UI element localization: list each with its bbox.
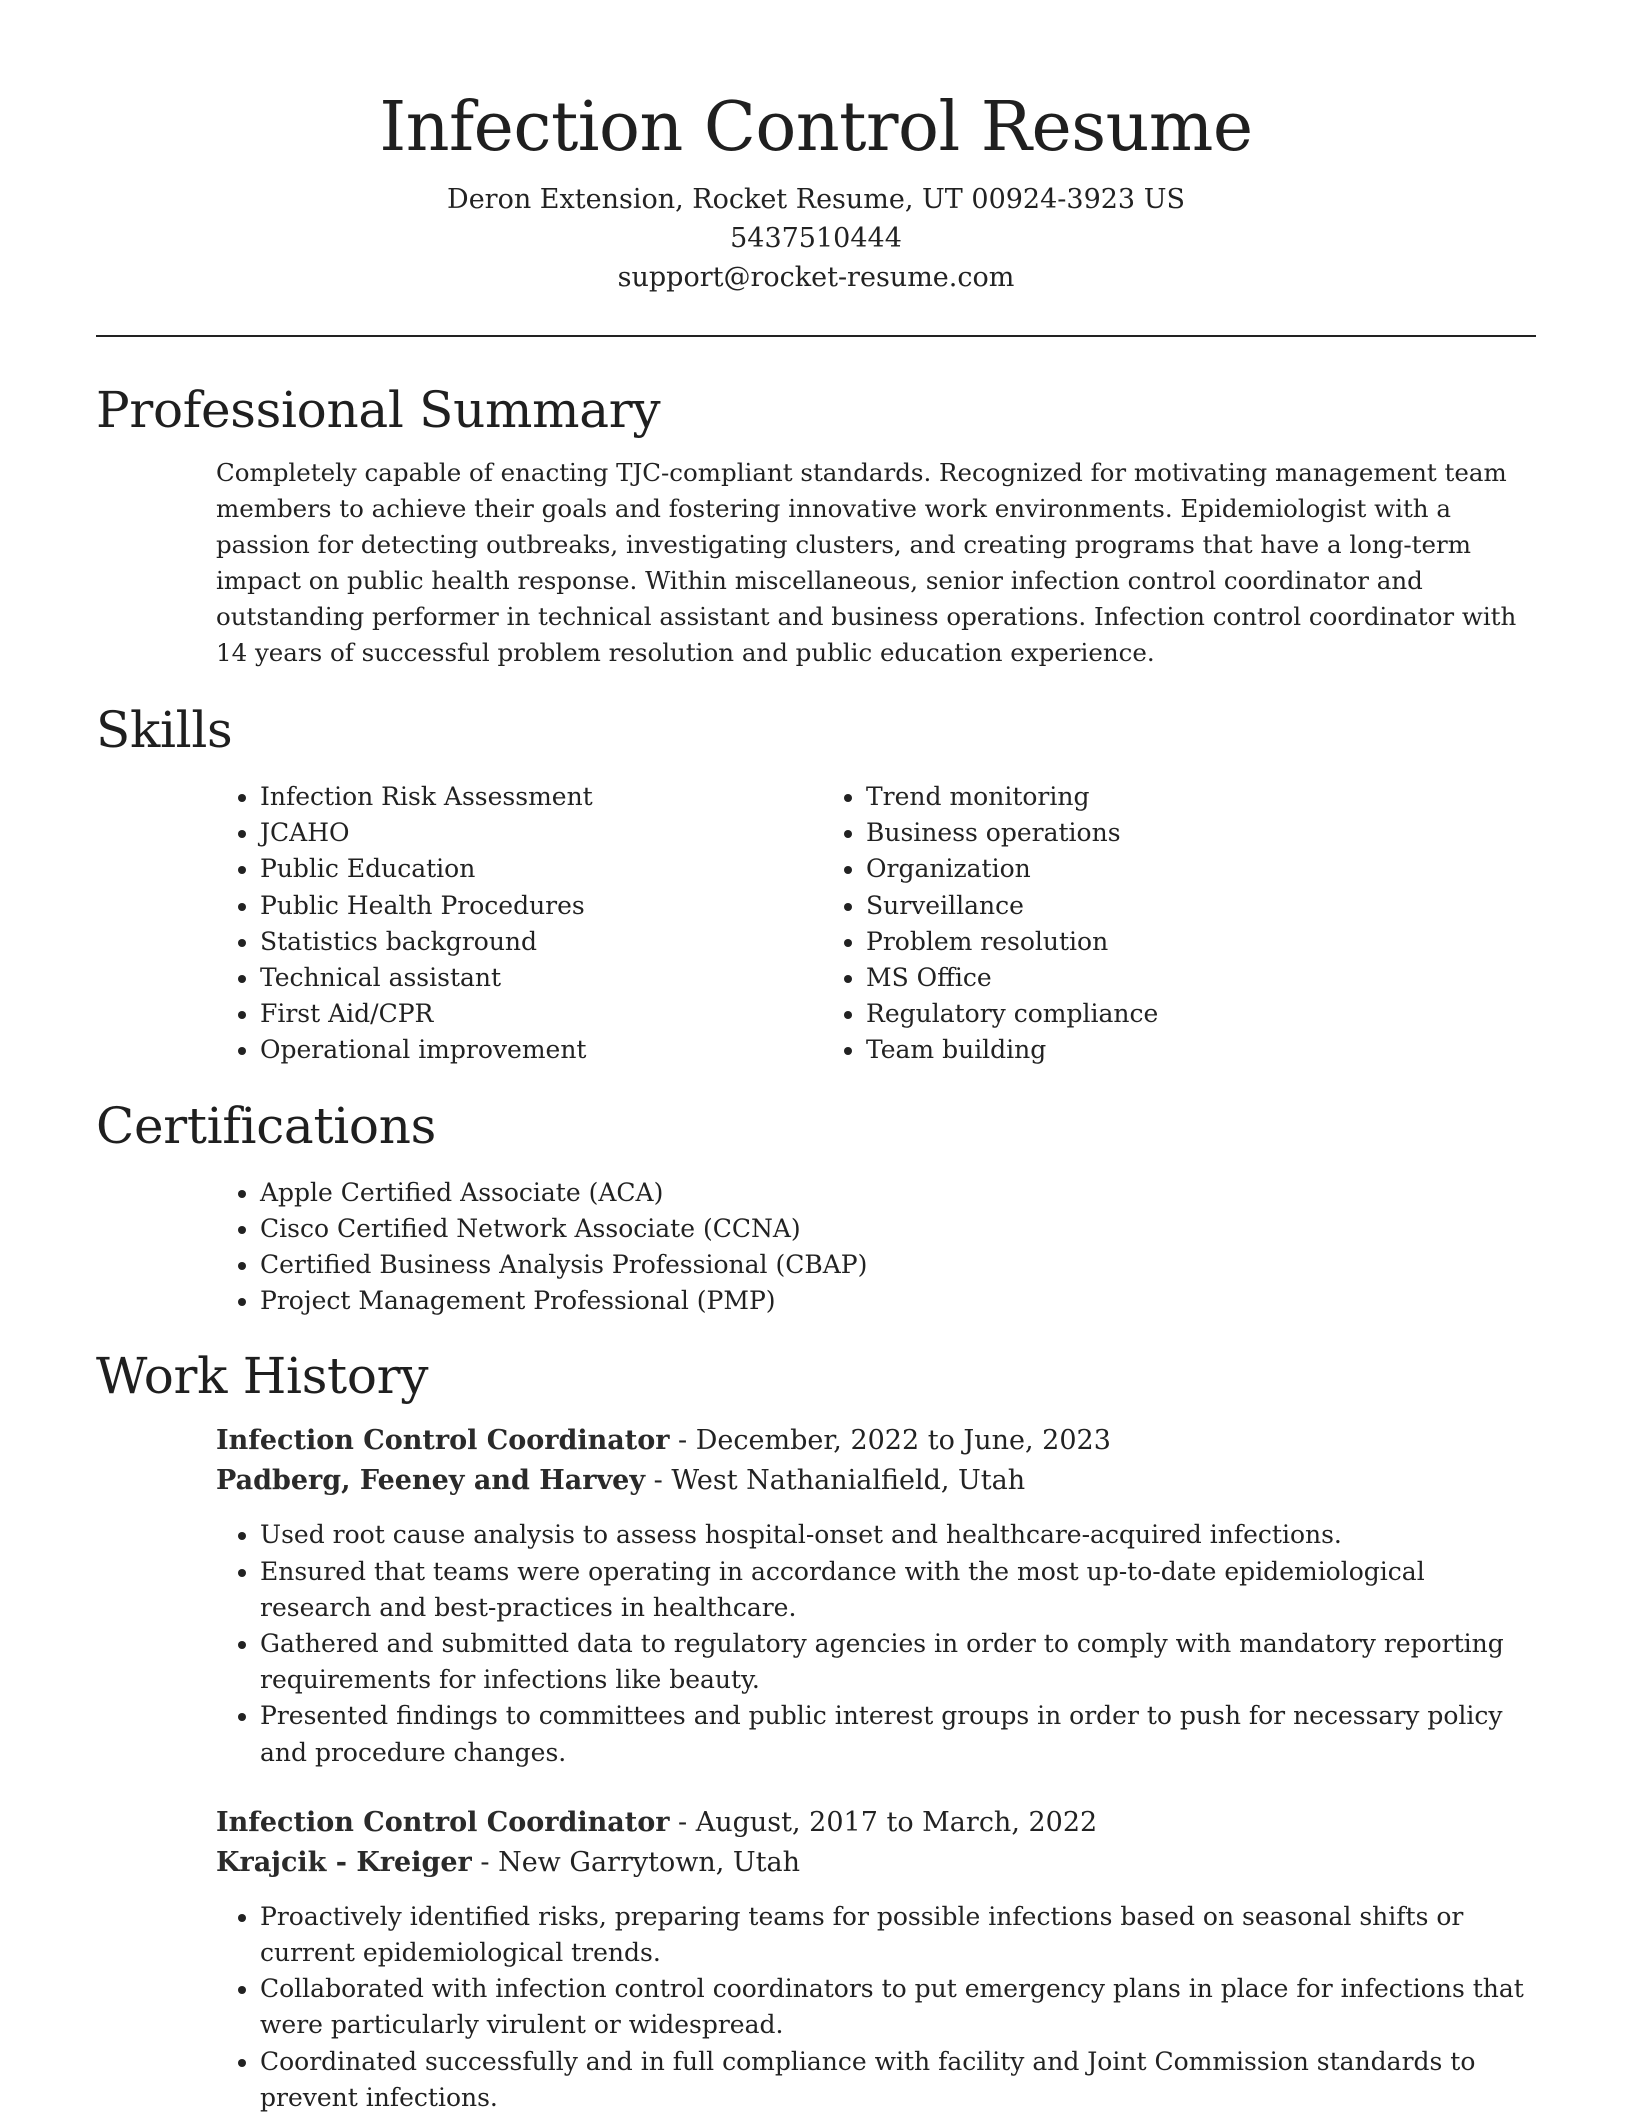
skill-item: • Business operations	[866, 815, 1428, 851]
contact-address: Deron Extension, Rocket Resume, UT 00924-3923 US	[447, 184, 1185, 215]
job-bullet: • Ensured that teams were operating in accordance with the most up-to-date epidemiological research and best-practices in healthcare.	[260, 1554, 1536, 1626]
skill-item: • Regulatory compliance	[866, 996, 1428, 1032]
work-history-section	[96, 1345, 1536, 2116]
skill-item: • First Aid/CPR	[260, 996, 822, 1032]
resume-page	[96, 0, 1536, 2116]
certifications-section	[96, 1095, 1536, 1320]
skill-item: • Operational improvement	[260, 1032, 822, 1068]
skill-item: • Surveillance	[866, 888, 1428, 924]
certifications-list	[216, 1175, 1536, 1320]
job-bullets	[216, 1899, 1536, 2116]
job-entry	[216, 1421, 1536, 1770]
job-bullet: • Collaborated with infection control coordinators to put emergency plans in place for infections that were particularly virulent or widespread.	[260, 1971, 1536, 2043]
job-company-line: Padberg, Feeney and Harvey - West Nathanialfield, Utah	[216, 1465, 1026, 1497]
contact-email: support@rocket-resume.com	[617, 262, 1015, 293]
skill-item: • Statistics background	[260, 924, 822, 960]
job-company: Padberg, Feeney and Harvey	[216, 1465, 646, 1497]
job-bullet: • Coordinated successfully and in full compliance with facility and Joint Commission standards to prevent infections.	[260, 2044, 1536, 2116]
contact-block	[96, 180, 1536, 297]
summary-heading: Professional Summary	[96, 381, 661, 439]
header-divider	[96, 335, 1536, 337]
job-bullet: • Proactively identified risks, preparing teams for possible infections based on seasonal shifts or current epidemiological trends.	[260, 1899, 1536, 1971]
skills-heading: Skills	[96, 701, 233, 759]
resume-title: Infection Control Resume	[379, 88, 1253, 167]
job-company-line: Krajcik - Kreiger - New Garrytown, Utah	[216, 1846, 800, 1878]
certification-item: • Apple Certified Associate (ACA)	[260, 1175, 1536, 1211]
skills-columns	[216, 779, 1536, 1069]
job-bullet: • Presented findings to committees and public interest groups in order to push for necessary policy and procedure changes.	[260, 1698, 1536, 1770]
job-location: New Garrytown, Utah	[498, 1846, 800, 1878]
skill-item: • Public Health Procedures	[260, 888, 822, 924]
certification-item: • Cisco Certified Network Associate (CCNA)	[260, 1211, 1536, 1247]
certification-item: • Certified Business Analysis Professional (CBAP)	[260, 1247, 1536, 1283]
skill-item: • Infection Risk Assessment	[260, 779, 822, 815]
skill-item: • Organization	[866, 851, 1428, 887]
job-company: Krajcik - Kreiger	[216, 1846, 472, 1878]
job-title-line: Infection Control Coordinator - December, 2022 to June, 2023	[216, 1425, 1111, 1457]
summary-text: Completely capable of enacting TJC-compliant standards. Recognized for motivating management team members to achieve their goals and fostering innovative work environments. Epidemiologist with a passion for detecting outbreaks, investigating clusters, and creating programs that have a long-term impact on public health response. Within miscellaneous, senior infection control coordinator and outstanding performer in technical assistant and business operations. Infection control coordinator with 14 years of successful problem resolution and public education experience.	[216, 458, 1517, 667]
job-dates: December, 2022 to June, 2023	[695, 1425, 1111, 1457]
job-title: Infection Control Coordinator	[216, 1425, 670, 1457]
job-dates: August, 2017 to March, 2022	[695, 1806, 1098, 1838]
job-location: West Nathanialfield, Utah	[671, 1465, 1026, 1497]
certification-item: • Project Management Professional (PMP)	[260, 1283, 1536, 1319]
skill-item: • JCAHO	[260, 815, 822, 851]
job-title: Infection Control Coordinator	[216, 1806, 670, 1838]
skills-section	[96, 699, 1536, 1069]
skill-item: • Public Education	[260, 851, 822, 887]
skill-item: • Trend monitoring	[866, 779, 1428, 815]
skill-item: • Technical assistant	[260, 960, 822, 996]
certifications-heading: Certifications	[96, 1096, 436, 1155]
job-bullets	[216, 1517, 1536, 1770]
skills-right-column	[822, 779, 1428, 1069]
job-title-line: Infection Control Coordinator - August, 2017 to March, 2022	[216, 1806, 1098, 1838]
job-entry	[216, 1803, 1536, 2116]
contact-phone: 5437510444	[730, 223, 902, 254]
work-history-heading: Work History	[96, 1347, 429, 1406]
skill-item: • Problem resolution	[866, 924, 1428, 960]
skill-item: • MS Office	[866, 960, 1428, 996]
skills-left-column	[216, 779, 822, 1069]
professional-summary-section	[96, 379, 1536, 671]
job-bullet: • Gathered and submitted data to regulatory agencies in order to comply with mandatory reporting requirements for infections like beauty.	[260, 1626, 1536, 1698]
skill-item: • Team building	[866, 1032, 1428, 1068]
job-bullet: • Used root cause analysis to assess hospital-onset and healthcare-acquired infections.	[260, 1517, 1536, 1553]
